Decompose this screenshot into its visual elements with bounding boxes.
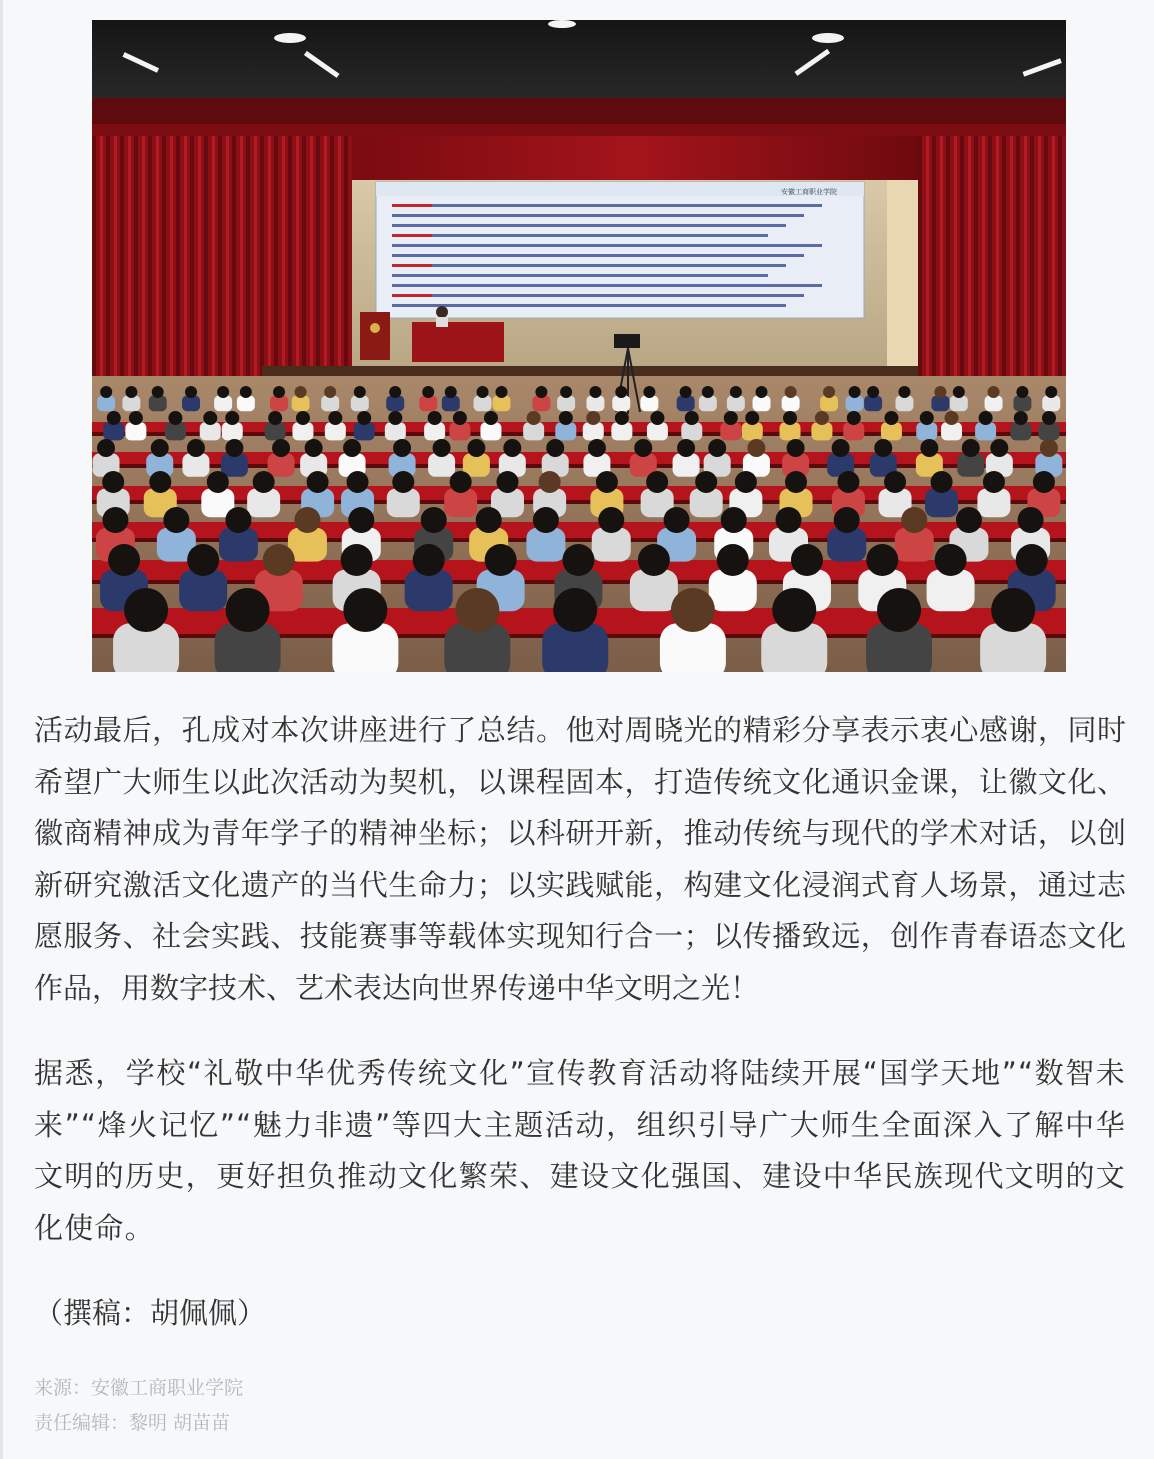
paragraph-summary: 活动最后，孔成对本次讲座进行了总结。他对周晓光的精彩分享表示衷心感谢，同时希望广大师生以此次活动为契机，以课程固本，打造传统文化通识金课，让徽文化、徽商精神成为青年学子的精神坐标；以科研开新，推动传统与现代的学术对话，以创新研究激活文化遗产的当代生命力；以实践赋能，构建文化浸润式育人场景，通过志愿服务、社会实践、技能赛事等载体实现知行合一；以传播致远，创作青春语态文化作品，用数字技术、艺术表达向世界传递中华文明之光！: [34, 713, 1126, 1005]
screen-title: 安徽工商职业学院: [781, 189, 837, 196]
article-source: 来源：安徽工商职业学院: [34, 1377, 244, 1399]
paragraph-activities: 据悉，学校“礼敬中华优秀传统文化”宣传教育活动将陆续开展“国学天地”“数智未来”“烽火记忆”“魅力非遗”等四大主题活动，组织引导广大师生全面深入了解中华文明的历史，更好担负推动文化繁荣、建设文化强国、建设中华民族现代文明的文化使命。: [34, 1056, 1126, 1245]
left-border: [0, 0, 3, 1459]
lecture-hall-photo: [92, 20, 1066, 672]
article-editor: 责任编辑：黎明 胡苗苗: [34, 1412, 231, 1434]
author-byline: （撰稿：胡佩佩）: [34, 1296, 267, 1330]
